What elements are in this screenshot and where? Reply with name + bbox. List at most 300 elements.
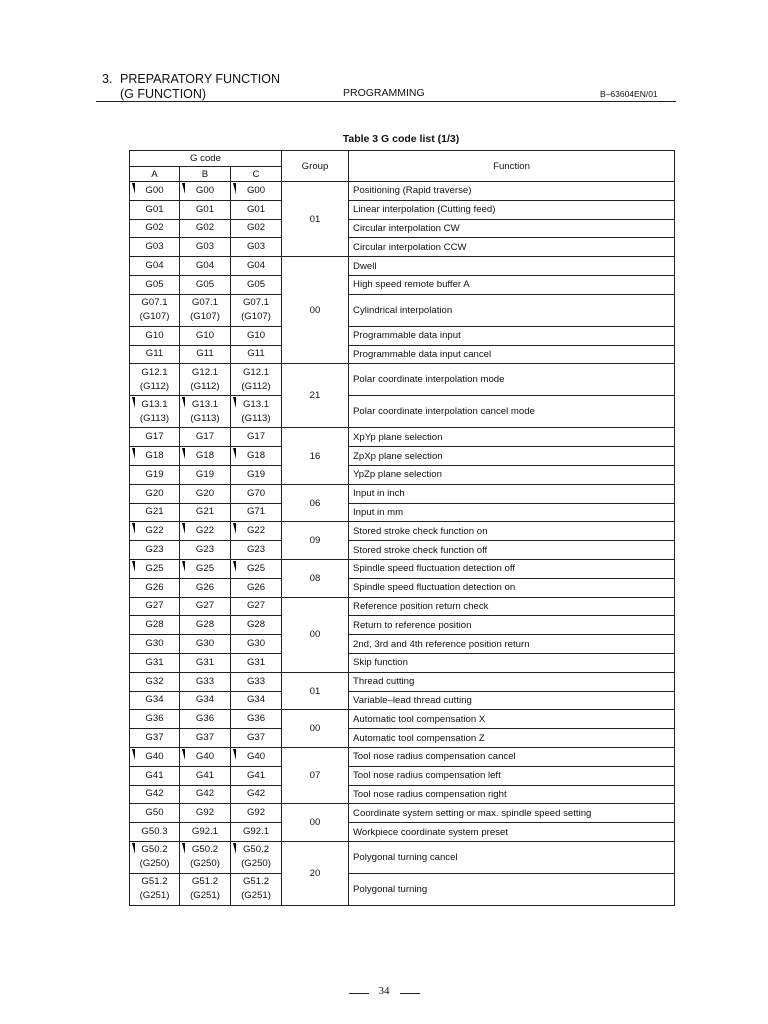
- cell-gcode-c: [231, 182, 282, 201]
- default-mark-icon: [182, 523, 185, 534]
- gcode-text: G03: [246, 241, 266, 253]
- cell-gcode-a: [130, 785, 180, 804]
- cell-gcode-a: [130, 447, 180, 466]
- cell-function: Cylindrical interpolation: [349, 294, 675, 326]
- cell-gcode-b: [180, 710, 231, 729]
- gcode-text: G36: [145, 713, 164, 725]
- cell-group: 00: [282, 710, 349, 748]
- cell-gcode-c: [231, 447, 282, 466]
- cell-gcode-c: [231, 747, 282, 766]
- cell-gcode-c: [231, 364, 282, 396]
- cell-gcode-a: [130, 729, 180, 748]
- cell-gcode-b: [180, 653, 231, 672]
- cell-function: Linear interpolation (Cutting feed): [349, 200, 675, 219]
- gcode-text: G02: [195, 222, 215, 234]
- gcode-text: G92: [246, 807, 266, 819]
- header-rule: [96, 101, 676, 102]
- cell-gcode-c: [231, 465, 282, 484]
- header-col-b: B: [180, 167, 231, 182]
- gcode-text: G42: [195, 788, 215, 800]
- table-row: [130, 804, 675, 823]
- cell-gcode-a: [130, 257, 180, 276]
- cell-function: Workpiece coordinate system preset: [349, 823, 675, 842]
- cell-group: 21: [282, 364, 349, 428]
- table-row: [130, 326, 675, 345]
- cell-gcode-c: [231, 238, 282, 257]
- gcode-text: G22: [195, 525, 215, 537]
- header-col-c: C: [231, 167, 282, 182]
- gcode-text: G12.1: [191, 366, 219, 378]
- gcode-text: G17: [195, 431, 215, 443]
- cell-gcode-a: [130, 294, 180, 326]
- gcode-text: G27: [195, 600, 215, 612]
- default-mark-icon: [233, 843, 236, 854]
- gcode-text: G36: [246, 713, 266, 725]
- cell-gcode-c: [231, 522, 282, 541]
- table-row: [130, 465, 675, 484]
- cell-gcode-c: [231, 785, 282, 804]
- gcode-text: G20: [145, 487, 164, 499]
- gcode-text: G00: [195, 184, 215, 196]
- cell-gcode-c: [231, 823, 282, 842]
- table-row: [130, 275, 675, 294]
- gcode-text: (G107): [190, 311, 220, 323]
- default-mark-icon: [182, 843, 185, 854]
- gcode-text: G13.1: [141, 398, 168, 410]
- default-mark-icon: [132, 448, 135, 459]
- table-row: [130, 182, 675, 201]
- cell-function: Tool nose radius compensation cancel: [349, 747, 675, 766]
- cell-gcode-c: [231, 541, 282, 560]
- gcode-text: (G112): [241, 380, 271, 392]
- cell-gcode-c: [231, 503, 282, 522]
- cell-function: Automatic tool compensation X: [349, 710, 675, 729]
- cell-gcode-a: [130, 396, 180, 428]
- gcode-text: G41: [246, 769, 266, 781]
- cell-gcode-c: [231, 396, 282, 428]
- cell-gcode-b: [180, 465, 231, 484]
- cell-group: 01: [282, 672, 349, 710]
- cell-gcode-c: [231, 578, 282, 597]
- document-number: B–63604EN/01: [600, 89, 658, 99]
- cell-function: Spindle speed fluctuation detection off: [349, 559, 675, 578]
- gcode-text: (G107): [139, 311, 170, 323]
- table-row: [130, 597, 675, 616]
- table-row: [130, 710, 675, 729]
- cell-function: Input in mm: [349, 503, 675, 522]
- gcode-text: G10: [246, 329, 266, 341]
- gcode-text: (G107): [241, 311, 271, 323]
- gcode-text: G11: [247, 348, 265, 360]
- cell-gcode-b: [180, 238, 231, 257]
- gcode-text: G26: [145, 581, 164, 593]
- cell-gcode-b: [180, 672, 231, 691]
- gcode-text: G50: [145, 807, 164, 819]
- table-row: [130, 841, 675, 873]
- cell-function: ZpXp plane selection: [349, 447, 675, 466]
- cell-gcode-a: [130, 465, 180, 484]
- cell-function: High speed remote buffer A: [349, 275, 675, 294]
- cell-gcode-c: [231, 559, 282, 578]
- table-row: [130, 447, 675, 466]
- gcode-text: G51.2: [191, 876, 219, 888]
- gcode-text: G13.1: [191, 398, 219, 410]
- cell-gcode-b: [180, 635, 231, 654]
- default-mark-icon: [233, 749, 236, 760]
- cell-gcode-c: [231, 484, 282, 503]
- cell-gcode-c: [231, 729, 282, 748]
- table-row: [130, 578, 675, 597]
- gcode-text: G01: [195, 203, 215, 215]
- gcode-text: G04: [195, 260, 215, 272]
- table-row: [130, 364, 675, 396]
- cell-gcode-a: [130, 275, 180, 294]
- cell-function: Stored stroke check function off: [349, 541, 675, 560]
- cell-gcode-b: [180, 785, 231, 804]
- default-mark-icon: [132, 561, 135, 572]
- default-mark-icon: [233, 397, 236, 408]
- gcode-text: G42: [145, 788, 164, 800]
- default-mark-icon: [233, 561, 236, 572]
- table-row: [130, 428, 675, 447]
- gcode-text: G18: [246, 450, 266, 462]
- default-mark-icon: [233, 183, 236, 194]
- cell-gcode-c: [231, 873, 282, 905]
- cell-gcode-c: [231, 219, 282, 238]
- gcode-text: (G112): [139, 380, 170, 392]
- gcode-text: G30: [145, 638, 164, 650]
- cell-gcode-b: [180, 294, 231, 326]
- cell-gcode-b: [180, 345, 231, 364]
- gcode-text: G33: [195, 675, 215, 687]
- table-row: [130, 200, 675, 219]
- gcode-text: G04: [246, 260, 266, 272]
- table-caption: Table 3 G code list (1/3): [342, 133, 460, 145]
- cell-function: Automatic tool compensation Z: [349, 729, 675, 748]
- cell-gcode-c: [231, 710, 282, 729]
- gcode-text: G05: [195, 278, 215, 290]
- cell-gcode-b: [180, 396, 231, 428]
- gcode-text: G37: [195, 732, 215, 744]
- table-row: [130, 522, 675, 541]
- gcode-text: G07.1: [242, 297, 270, 309]
- gcode-text: (G113): [190, 412, 220, 424]
- default-mark-icon: [132, 523, 135, 534]
- table-row: [130, 219, 675, 238]
- gcode-text: G21: [195, 506, 215, 518]
- gcode-text: G03: [145, 241, 164, 253]
- cell-gcode-a: [130, 616, 180, 635]
- table-row: [130, 616, 675, 635]
- cell-gcode-a: [130, 747, 180, 766]
- gcode-text: G02: [246, 222, 266, 234]
- cell-function: Circular interpolation CCW: [349, 238, 675, 257]
- cell-function: YpZp plane selection: [349, 465, 675, 484]
- gcode-text: G10: [195, 329, 215, 341]
- gcode-text: G17: [246, 431, 266, 443]
- cell-gcode-b: [180, 522, 231, 541]
- gcode-text: G19: [246, 468, 266, 480]
- gcode-text: (G250): [241, 858, 271, 870]
- cell-gcode-c: [231, 616, 282, 635]
- cell-group: 20: [282, 841, 349, 905]
- table-row: [130, 257, 675, 276]
- cell-gcode-c: [231, 257, 282, 276]
- cell-gcode-a: [130, 200, 180, 219]
- gcode-text: (G251): [241, 890, 271, 902]
- cell-gcode-b: [180, 691, 231, 710]
- gcode-text: G41: [195, 769, 215, 781]
- cell-function: Positioning (Rapid traverse): [349, 182, 675, 201]
- cell-group: 08: [282, 559, 349, 597]
- default-mark-icon: [182, 561, 185, 572]
- gcode-text: G36: [195, 713, 215, 725]
- section-title-line2: (G FUNCTION): [120, 87, 207, 101]
- header-function: Function: [349, 151, 675, 182]
- gcode-text: G33: [246, 675, 266, 687]
- gcode-text: G27: [246, 600, 266, 612]
- cell-gcode-c: [231, 294, 282, 326]
- gcode-text: (G251): [190, 890, 220, 902]
- cell-gcode-c: [231, 345, 282, 364]
- footer-dash-right: [400, 993, 420, 994]
- gcode-text: G31: [195, 656, 215, 668]
- default-mark-icon: [132, 397, 135, 408]
- gcode-text: G05: [145, 278, 164, 290]
- table-body: [130, 182, 675, 906]
- gcode-text: G18: [195, 450, 215, 462]
- cell-gcode-c: [231, 200, 282, 219]
- gcode-text: G22: [246, 525, 266, 537]
- cell-gcode-a: [130, 578, 180, 597]
- cell-function: Tool nose radius compensation left: [349, 766, 675, 785]
- gcode-text: G26: [195, 581, 215, 593]
- gcode-text: G20: [195, 487, 215, 499]
- cell-group: 16: [282, 428, 349, 484]
- table-row: [130, 766, 675, 785]
- cell-gcode-a: [130, 219, 180, 238]
- gcode-text: G13.1: [242, 398, 270, 410]
- cell-function: Input in inch: [349, 484, 675, 503]
- cell-gcode-a: [130, 559, 180, 578]
- gcode-text: G19: [145, 468, 164, 480]
- cell-function: Coordinate system setting or max. spindle speed setting: [349, 804, 675, 823]
- gcode-text: G03: [195, 241, 215, 253]
- cell-gcode-b: [180, 200, 231, 219]
- gcode-text: G25: [145, 562, 164, 574]
- cell-group: 07: [282, 747, 349, 803]
- cell-gcode-a: [130, 873, 180, 905]
- cell-gcode-c: [231, 804, 282, 823]
- gcode-text: G92.1: [191, 826, 219, 837]
- gcode-text: G30: [246, 638, 266, 650]
- cell-gcode-b: [180, 428, 231, 447]
- table-row: [130, 503, 675, 522]
- gcode-text: G92.1: [242, 826, 270, 837]
- cell-gcode-a: [130, 541, 180, 560]
- cell-gcode-a: [130, 484, 180, 503]
- default-mark-icon: [233, 523, 236, 534]
- cell-gcode-c: [231, 691, 282, 710]
- cell-gcode-a: [130, 653, 180, 672]
- cell-group: 00: [282, 804, 349, 842]
- table-row: [130, 823, 675, 842]
- gcode-text: G32: [145, 675, 164, 687]
- gcode-text: G11: [145, 348, 164, 360]
- gcode-text: (G250): [139, 858, 170, 870]
- table-row: [130, 873, 675, 905]
- cell-group: 00: [282, 597, 349, 672]
- cell-function: Thread cutting: [349, 672, 675, 691]
- cell-gcode-b: [180, 841, 231, 873]
- gcode-text: G37: [145, 732, 164, 744]
- cell-gcode-a: [130, 428, 180, 447]
- table-row: [130, 672, 675, 691]
- cell-gcode-b: [180, 559, 231, 578]
- cell-gcode-b: [180, 219, 231, 238]
- table-row: [130, 747, 675, 766]
- gcode-text: G28: [195, 619, 215, 631]
- cell-group: 00: [282, 257, 349, 364]
- cell-gcode-a: [130, 766, 180, 785]
- table-row: [130, 396, 675, 428]
- cell-gcode-a: [130, 345, 180, 364]
- gcode-text: G40: [195, 750, 215, 762]
- default-mark-icon: [182, 448, 185, 459]
- cell-gcode-a: [130, 503, 180, 522]
- default-mark-icon: [132, 749, 135, 760]
- gcode-text: G21: [145, 506, 164, 518]
- gcode-text: G42: [246, 788, 266, 800]
- cell-gcode-b: [180, 823, 231, 842]
- cell-gcode-c: [231, 653, 282, 672]
- cell-group: 01: [282, 182, 349, 257]
- cell-gcode-c: [231, 766, 282, 785]
- gcode-text: G50.3: [141, 826, 168, 837]
- section-number: 3.: [102, 72, 113, 86]
- gcode-text: G50.2: [191, 844, 219, 856]
- gcode-text: G22: [145, 525, 164, 537]
- gcode-text: G07.1: [191, 297, 219, 309]
- cell-gcode-a: [130, 804, 180, 823]
- table-row: [130, 559, 675, 578]
- table-row: [130, 653, 675, 672]
- gcode-text: G50.2: [141, 844, 168, 856]
- cell-gcode-b: [180, 766, 231, 785]
- cell-gcode-b: [180, 578, 231, 597]
- cell-gcode-c: [231, 275, 282, 294]
- cell-function: XpYp plane selection: [349, 428, 675, 447]
- gcode-text: G23: [246, 544, 266, 556]
- gcode-text: G71: [246, 506, 266, 518]
- cell-gcode-a: [130, 691, 180, 710]
- header-col-a: A: [130, 167, 180, 182]
- gcode-text: G51.2: [242, 876, 270, 888]
- cell-gcode-a: [130, 364, 180, 396]
- cell-gcode-c: [231, 635, 282, 654]
- cell-function: Spindle speed fluctuation detection on: [349, 578, 675, 597]
- gcode-text: (G250): [190, 858, 220, 870]
- cell-function: 2nd, 3rd and 4th reference position return: [349, 635, 675, 654]
- gcode-text: G26: [246, 581, 266, 593]
- cell-gcode-c: [231, 597, 282, 616]
- cell-function: Circular interpolation CW: [349, 219, 675, 238]
- gcode-text: (G112): [190, 380, 220, 392]
- gcode-text: G40: [246, 750, 266, 762]
- chapter-title: PROGRAMMING: [343, 87, 425, 99]
- cell-function: Polar coordinate interpolation cancel mode: [349, 396, 675, 428]
- gcode-text: G11: [196, 348, 214, 360]
- cell-gcode-c: [231, 672, 282, 691]
- section-title-line1: PREPARATORY FUNCTION: [120, 72, 280, 86]
- table-row: [130, 691, 675, 710]
- table-row: [130, 345, 675, 364]
- cell-gcode-b: [180, 729, 231, 748]
- gcode-text: G07.1: [141, 297, 168, 309]
- cell-gcode-c: [231, 841, 282, 873]
- default-mark-icon: [182, 749, 185, 760]
- cell-gcode-b: [180, 364, 231, 396]
- gcode-text: G00: [246, 184, 266, 196]
- cell-function: Dwell: [349, 257, 675, 276]
- cell-gcode-a: [130, 522, 180, 541]
- cell-function: Programmable data input cancel: [349, 345, 675, 364]
- table-row: [130, 484, 675, 503]
- cell-function: Polygonal turning cancel: [349, 841, 675, 873]
- cell-gcode-b: [180, 447, 231, 466]
- cell-gcode-a: [130, 710, 180, 729]
- gcode-text: G30: [195, 638, 215, 650]
- gcode-text: G01: [246, 203, 266, 215]
- gcode-text: (G113): [241, 412, 271, 424]
- cell-function: Skip function: [349, 653, 675, 672]
- cell-gcode-b: [180, 484, 231, 503]
- gcode-text: (G113): [139, 412, 170, 424]
- default-mark-icon: [132, 843, 135, 854]
- cell-gcode-a: [130, 635, 180, 654]
- cell-function: Polar coordinate interpolation mode: [349, 364, 675, 396]
- default-mark-icon: [233, 448, 236, 459]
- gcode-text: G12.1: [141, 366, 168, 378]
- cell-function: Stored stroke check function on: [349, 522, 675, 541]
- gcode-text: G01: [145, 203, 164, 215]
- gcode-text: G25: [246, 562, 266, 574]
- gcode-text: G05: [246, 278, 266, 290]
- cell-function: Reference position return check: [349, 597, 675, 616]
- cell-gcode-b: [180, 275, 231, 294]
- cell-gcode-a: [130, 182, 180, 201]
- gcode-text: G51.2: [141, 876, 168, 888]
- gcode-text: G31: [246, 656, 266, 668]
- gcode-text: G27: [145, 600, 164, 612]
- cell-gcode-a: [130, 823, 180, 842]
- gcode-text: G04: [145, 260, 164, 272]
- cell-gcode-b: [180, 597, 231, 616]
- gcode-text: G00: [145, 184, 164, 196]
- gcode-text: G25: [195, 562, 215, 574]
- cell-function: Return to reference position: [349, 616, 675, 635]
- gcode-text: G50.2: [242, 844, 270, 856]
- cell-gcode-b: [180, 182, 231, 201]
- table-row: [130, 294, 675, 326]
- default-mark-icon: [182, 183, 185, 194]
- cell-gcode-a: [130, 238, 180, 257]
- cell-gcode-c: [231, 428, 282, 447]
- gcode-text: G17: [145, 431, 164, 443]
- gcode-text: G41: [145, 769, 164, 781]
- cell-function: Programmable data input: [349, 326, 675, 345]
- cell-group: 06: [282, 484, 349, 522]
